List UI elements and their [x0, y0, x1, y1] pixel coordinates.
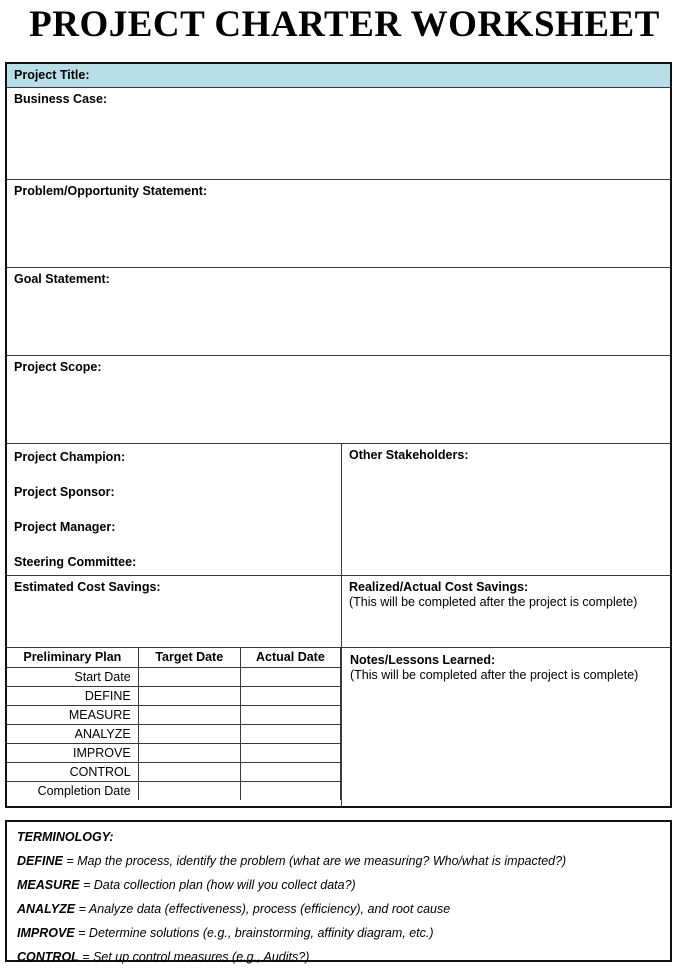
row-plan-and-notes — [7, 648, 670, 806]
table-row — [7, 686, 341, 705]
plan-row-actual-date[interactable] — [240, 724, 340, 743]
row-project-title — [7, 64, 670, 88]
column-header-target-date: Target Date — [138, 648, 240, 667]
charter-form-grid — [5, 62, 672, 808]
table-header-row — [7, 648, 341, 667]
plan-row-actual-date[interactable] — [240, 762, 340, 781]
field-label-project-champion: Project Champion: — [14, 450, 126, 464]
plan-row-label: DEFINE — [7, 686, 138, 705]
plan-row-target-date[interactable] — [138, 667, 240, 686]
terminology-definition: = Analyze data (effectiveness), process (efficiency), and root cause — [78, 902, 451, 916]
table-row — [7, 743, 341, 762]
terminology-definition: = Map the process, identify the problem (what are we measuring? Who/what is impacted?) — [66, 854, 567, 868]
terminology-heading-text: TERMINOLOGY: — [17, 830, 114, 844]
plan-row-target-date[interactable] — [138, 762, 240, 781]
field-label-other-stakeholders: Other Stakeholders: — [349, 448, 469, 462]
plan-row-target-date[interactable] — [138, 781, 240, 800]
terminology-definition: = Set up control measures (e.g., Audits?) — [82, 950, 310, 964]
plan-row-target-date[interactable] — [138, 724, 240, 743]
terminology-term: DEFINE — [17, 854, 63, 868]
row-project-scope[interactable] — [7, 356, 670, 444]
realized-cost-savings-cell[interactable] — [342, 576, 670, 647]
field-label-estimated-cost-savings: Estimated Cost Savings: — [14, 580, 161, 594]
field-label-notes-lessons-learned: Notes/Lessons Learned: — [350, 653, 496, 667]
table-row — [7, 705, 341, 724]
plan-row-actual-date[interactable] — [240, 667, 340, 686]
terminology-term: MEASURE — [17, 878, 80, 892]
terminology-box — [5, 820, 672, 962]
field-label-project-title: Project Title: — [14, 68, 90, 82]
plan-row-actual-date[interactable] — [240, 743, 340, 762]
terminology-entry-improve — [17, 926, 660, 940]
plan-row-target-date[interactable] — [138, 686, 240, 705]
plan-row-label: IMPROVE — [7, 743, 138, 762]
plan-row-target-date[interactable] — [138, 743, 240, 762]
people-roles-cell[interactable] — [7, 444, 342, 575]
row-business-case[interactable] — [7, 88, 670, 180]
plan-row-label: Completion Date — [7, 781, 138, 800]
field-label-problem-opportunity: Problem/Opportunity Statement: — [14, 184, 208, 198]
table-row — [7, 781, 341, 800]
field-label-project-sponsor: Project Sponsor: — [14, 485, 115, 499]
page-title: PROJECT CHARTER WORKSHEET — [29, 4, 660, 45]
terminology-entry-define — [17, 854, 660, 868]
plan-row-actual-date[interactable] — [240, 781, 340, 800]
field-label-goal-statement: Goal Statement: — [14, 272, 110, 286]
terminology-definition: = Data collection plan (how will you collect data?) — [83, 878, 356, 892]
terminology-entry-control — [17, 950, 660, 964]
plan-row-label: Start Date — [7, 667, 138, 686]
field-label-business-case: Business Case: — [14, 92, 108, 106]
field-label-project-scope: Project Scope: — [14, 360, 102, 374]
notes-lessons-learned-cell[interactable] — [342, 648, 670, 806]
plan-row-label: CONTROL — [7, 762, 138, 781]
plan-row-target-date[interactable] — [138, 705, 240, 724]
table-row — [7, 667, 341, 686]
realized-cost-savings-note: (This will be completed after the project is complete) — [349, 595, 638, 609]
plan-row-actual-date[interactable] — [240, 705, 340, 724]
row-goal-statement[interactable] — [7, 268, 670, 356]
preliminary-plan-table — [7, 648, 341, 800]
row-people-stakeholders — [7, 444, 670, 576]
field-label-steering-committee: Steering Committee: — [14, 555, 137, 569]
terminology-term: IMPROVE — [17, 926, 75, 940]
row-cost-savings — [7, 576, 670, 648]
terminology-definition: = Determine solutions (e.g., brainstorming, affinity diagram, etc.) — [78, 926, 434, 940]
terminology-term: ANALYZE — [17, 902, 76, 916]
column-header-preliminary-plan: Preliminary Plan — [7, 648, 138, 667]
terminology-term: CONTROL — [17, 950, 79, 964]
field-label-project-manager: Project Manager: — [14, 520, 116, 534]
plan-row-label: MEASURE — [7, 705, 138, 724]
terminology-heading — [17, 830, 660, 844]
column-header-actual-date: Actual Date — [240, 648, 340, 667]
preliminary-plan-table-wrap — [7, 648, 342, 806]
notes-lessons-learned-note: (This will be completed after the project is complete) — [350, 668, 639, 682]
terminology-entry-measure — [17, 878, 660, 892]
terminology-entry-analyze — [17, 902, 660, 916]
table-row — [7, 724, 341, 743]
field-label-realized-cost-savings: Realized/Actual Cost Savings: — [349, 580, 529, 594]
row-problem-opportunity[interactable] — [7, 180, 670, 268]
plan-row-label: ANALYZE — [7, 724, 138, 743]
estimated-cost-savings-cell[interactable] — [7, 576, 342, 647]
plan-row-actual-date[interactable] — [240, 686, 340, 705]
other-stakeholders-cell[interactable] — [342, 444, 670, 575]
table-row — [7, 762, 341, 781]
